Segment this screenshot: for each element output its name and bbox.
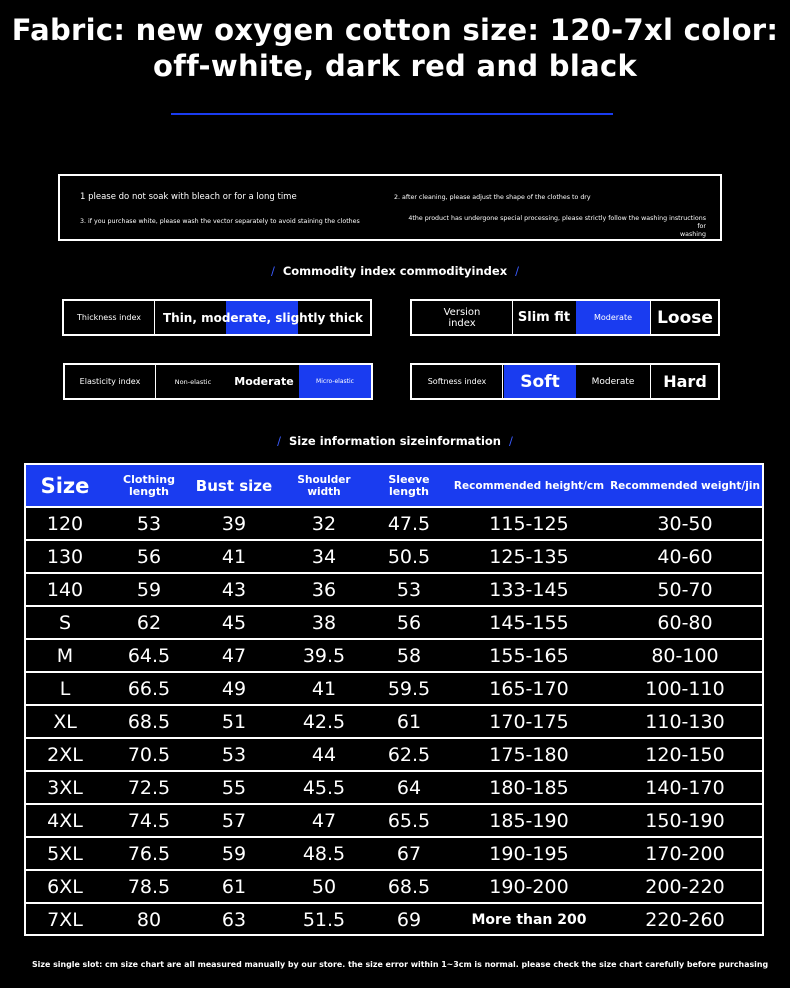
softness-label: Softness index xyxy=(412,365,503,398)
cell-size: 140 xyxy=(46,578,84,601)
elasticity-label: Elasticity index xyxy=(65,365,156,398)
slash-decoration: / xyxy=(508,434,513,448)
table-row xyxy=(26,638,762,671)
cell-clothing-length: 64.5 xyxy=(127,644,171,667)
slash-decoration: / xyxy=(270,264,275,278)
cell-clothing-length: 70.5 xyxy=(127,743,171,766)
cell-recommended-weight: 200-220 xyxy=(645,875,725,898)
cell-recommended-height: 133-145 xyxy=(489,578,569,601)
header-recommended-height: Recommended height/cm xyxy=(453,479,605,492)
cell-recommended-height: 190-195 xyxy=(489,842,569,865)
title-line-1: Fabric: new oxygen cotton size: 120-7xl color: xyxy=(11,13,779,47)
cell-bust-size: 55 xyxy=(221,776,247,799)
cell-recommended-height: 175-180 xyxy=(489,743,569,766)
cell-sleeve-length: 64 xyxy=(396,776,422,799)
elasticity-moderate: Moderate xyxy=(234,375,294,388)
cell-size: 120 xyxy=(46,512,84,535)
thickness-index xyxy=(62,299,372,336)
header-recommended-weight: Recommended weight/jin xyxy=(610,479,760,492)
cell-clothing-length: 62 xyxy=(136,611,162,634)
cell-shoulder-width: 38 xyxy=(311,611,337,634)
cell-recommended-height: 180-185 xyxy=(489,776,569,799)
cell-bust-size: 61 xyxy=(221,875,247,898)
care-item-3: 3. if you purchase white, please wash the vector separately to avoid staining the clothes xyxy=(80,218,360,225)
commodity-index-title: / Commodity index commodityindex / xyxy=(270,264,520,278)
cell-size: 2XL xyxy=(47,743,83,766)
elasticity-non: Non-elastic xyxy=(174,377,212,386)
softness-soft: Soft xyxy=(504,365,576,398)
size-table-header xyxy=(26,465,762,506)
cell-shoulder-width: 50 xyxy=(311,875,337,898)
header-sleeve-length: Sleeve length xyxy=(388,472,430,498)
cell-sleeve-length: 67 xyxy=(396,842,422,865)
cell-bust-size: 57 xyxy=(221,809,247,832)
cell-clothing-length: 78.5 xyxy=(127,875,171,898)
cell-recommended-weight: 170-200 xyxy=(645,842,725,865)
cell-clothing-length: 53 xyxy=(136,512,162,535)
cell-sleeve-length: 65.5 xyxy=(387,809,431,832)
cell-shoulder-width: 45.5 xyxy=(302,776,346,799)
footnote: Size single slot: cm size chart are all measured manually by our store. the size error within 1~3cm is normal. please check the size chart carefully before purchasing xyxy=(32,960,769,969)
cell-recommended-height: 125-135 xyxy=(489,545,569,568)
softness-hard: Hard xyxy=(650,365,719,398)
cell-recommended-weight: 40-60 xyxy=(657,545,713,568)
cell-recommended-height: 145-155 xyxy=(489,611,569,634)
cell-sleeve-length: 50.5 xyxy=(387,545,431,568)
table-row xyxy=(26,770,762,803)
table-row xyxy=(26,671,762,704)
cell-recommended-weight: 220-260 xyxy=(645,908,725,931)
cell-recommended-weight: 110-130 xyxy=(645,710,725,733)
cell-recommended-weight: 100-110 xyxy=(645,677,725,700)
elasticity-index xyxy=(63,363,373,400)
table-row xyxy=(26,803,762,836)
cell-recommended-height: 155-165 xyxy=(489,644,569,667)
cell-recommended-height: 115-125 xyxy=(489,512,569,535)
cell-bust-size: 39 xyxy=(221,512,247,535)
cell-recommended-weight: 60-80 xyxy=(657,611,713,634)
title-line-2: off-white, dark red and black xyxy=(152,49,638,83)
cell-bust-size: 53 xyxy=(221,743,247,766)
cell-size: 7XL xyxy=(47,908,83,931)
table-row xyxy=(26,902,762,935)
cell-recommended-height: 170-175 xyxy=(489,710,569,733)
table-row xyxy=(26,539,762,572)
cell-shoulder-width: 32 xyxy=(311,512,337,535)
cell-clothing-length: 74.5 xyxy=(127,809,171,832)
cell-size: 6XL xyxy=(47,875,83,898)
slash-decoration: / xyxy=(277,434,282,448)
size-info-title: / Size information sizeinformation / xyxy=(277,434,513,448)
header-size: Size xyxy=(40,473,90,498)
cell-shoulder-width: 36 xyxy=(311,578,337,601)
care-item-4: 4the product has undergone special processing, please strictly follow the washing instructions for washing xyxy=(408,215,706,238)
cell-sleeve-length: 58 xyxy=(396,644,422,667)
cell-recommended-weight: 140-170 xyxy=(645,776,725,799)
table-row xyxy=(26,869,762,902)
version-slim: Slim fit xyxy=(517,310,571,325)
cell-recommended-height: 185-190 xyxy=(489,809,569,832)
table-row xyxy=(26,737,762,770)
table-row xyxy=(26,836,762,869)
cell-size: L xyxy=(59,677,71,700)
care-item-2: 2. after cleaning, please adjust the shape of the clothes to dry xyxy=(394,194,591,201)
care-instructions-box xyxy=(58,174,722,241)
cell-size: 4XL xyxy=(47,809,83,832)
cell-recommended-weight: 50-70 xyxy=(657,578,713,601)
cell-size: 5XL xyxy=(47,842,83,865)
cell-clothing-length: 56 xyxy=(136,545,162,568)
cell-shoulder-width: 48.5 xyxy=(302,842,346,865)
cell-size: 3XL xyxy=(47,776,83,799)
cell-size: S xyxy=(58,611,72,634)
header-clothing-length: Clothing length xyxy=(123,472,175,498)
cell-shoulder-width: 34 xyxy=(311,545,337,568)
cell-sleeve-length: 69 xyxy=(396,908,422,931)
cell-shoulder-width: 39.5 xyxy=(302,644,346,667)
cell-sleeve-length: 68.5 xyxy=(387,875,431,898)
cell-sleeve-length: 56 xyxy=(396,611,422,634)
table-row xyxy=(26,605,762,638)
thickness-label: Thickness index xyxy=(64,301,155,334)
cell-bust-size: 45 xyxy=(221,611,247,634)
cell-sleeve-length: 47.5 xyxy=(387,512,431,535)
cell-sleeve-length: 62.5 xyxy=(387,743,431,766)
cell-recommended-height: 190-200 xyxy=(489,875,569,898)
cell-clothing-length: 66.5 xyxy=(127,677,171,700)
cell-shoulder-width: 47 xyxy=(311,809,337,832)
cell-clothing-length: 59 xyxy=(136,578,162,601)
cell-shoulder-width: 41 xyxy=(311,677,337,700)
cell-bust-size: 41 xyxy=(221,545,247,568)
cell-recommended-height: More than 200 xyxy=(471,911,587,928)
cell-bust-size: 47 xyxy=(221,644,247,667)
cell-recommended-weight: 150-190 xyxy=(645,809,725,832)
softness-index xyxy=(410,363,720,400)
title-divider xyxy=(171,113,613,115)
table-row xyxy=(26,506,762,539)
cell-clothing-length: 72.5 xyxy=(127,776,171,799)
cell-bust-size: 59 xyxy=(221,842,247,865)
cell-size: M xyxy=(56,644,74,667)
cell-size: 130 xyxy=(46,545,84,568)
cell-recommended-weight: 80-100 xyxy=(651,644,719,667)
version-moderate: Moderate xyxy=(576,301,650,334)
cell-shoulder-width: 51.5 xyxy=(302,908,346,931)
version-loose: Loose xyxy=(650,301,719,334)
header-bust-size: Bust size xyxy=(195,476,273,495)
cell-shoulder-width: 42.5 xyxy=(302,710,346,733)
softness-moderate: Moderate xyxy=(591,376,635,387)
elasticity-micro: Micro-elastic xyxy=(299,365,371,398)
header-shoulder-width: Shoulder width xyxy=(297,473,351,498)
care-item-1: 1 please do not soak with bleach or for a long time xyxy=(80,192,297,202)
slash-decoration: / xyxy=(515,264,520,278)
cell-clothing-length: 76.5 xyxy=(127,842,171,865)
cell-sleeve-length: 61 xyxy=(396,710,422,733)
cell-bust-size: 51 xyxy=(221,710,247,733)
cell-sleeve-length: 53 xyxy=(396,578,422,601)
cell-bust-size: 43 xyxy=(221,578,247,601)
cell-recommended-weight: 120-150 xyxy=(645,743,725,766)
page-title xyxy=(0,12,790,84)
version-label: Version index xyxy=(412,301,513,334)
cell-clothing-length: 80 xyxy=(136,908,162,931)
cell-clothing-length: 68.5 xyxy=(127,710,171,733)
size-table xyxy=(24,463,764,936)
cell-sleeve-length: 59.5 xyxy=(387,677,431,700)
version-index xyxy=(410,299,720,336)
cell-recommended-height: 165-170 xyxy=(489,677,569,700)
cell-recommended-weight: 30-50 xyxy=(657,512,713,535)
thickness-value: Thin, moderate, slightly thick xyxy=(162,310,364,325)
table-row xyxy=(26,704,762,737)
cell-bust-size: 63 xyxy=(221,908,247,931)
cell-shoulder-width: 44 xyxy=(311,743,337,766)
cell-size: XL xyxy=(53,710,77,733)
table-row xyxy=(26,572,762,605)
cell-bust-size: 49 xyxy=(221,677,247,700)
